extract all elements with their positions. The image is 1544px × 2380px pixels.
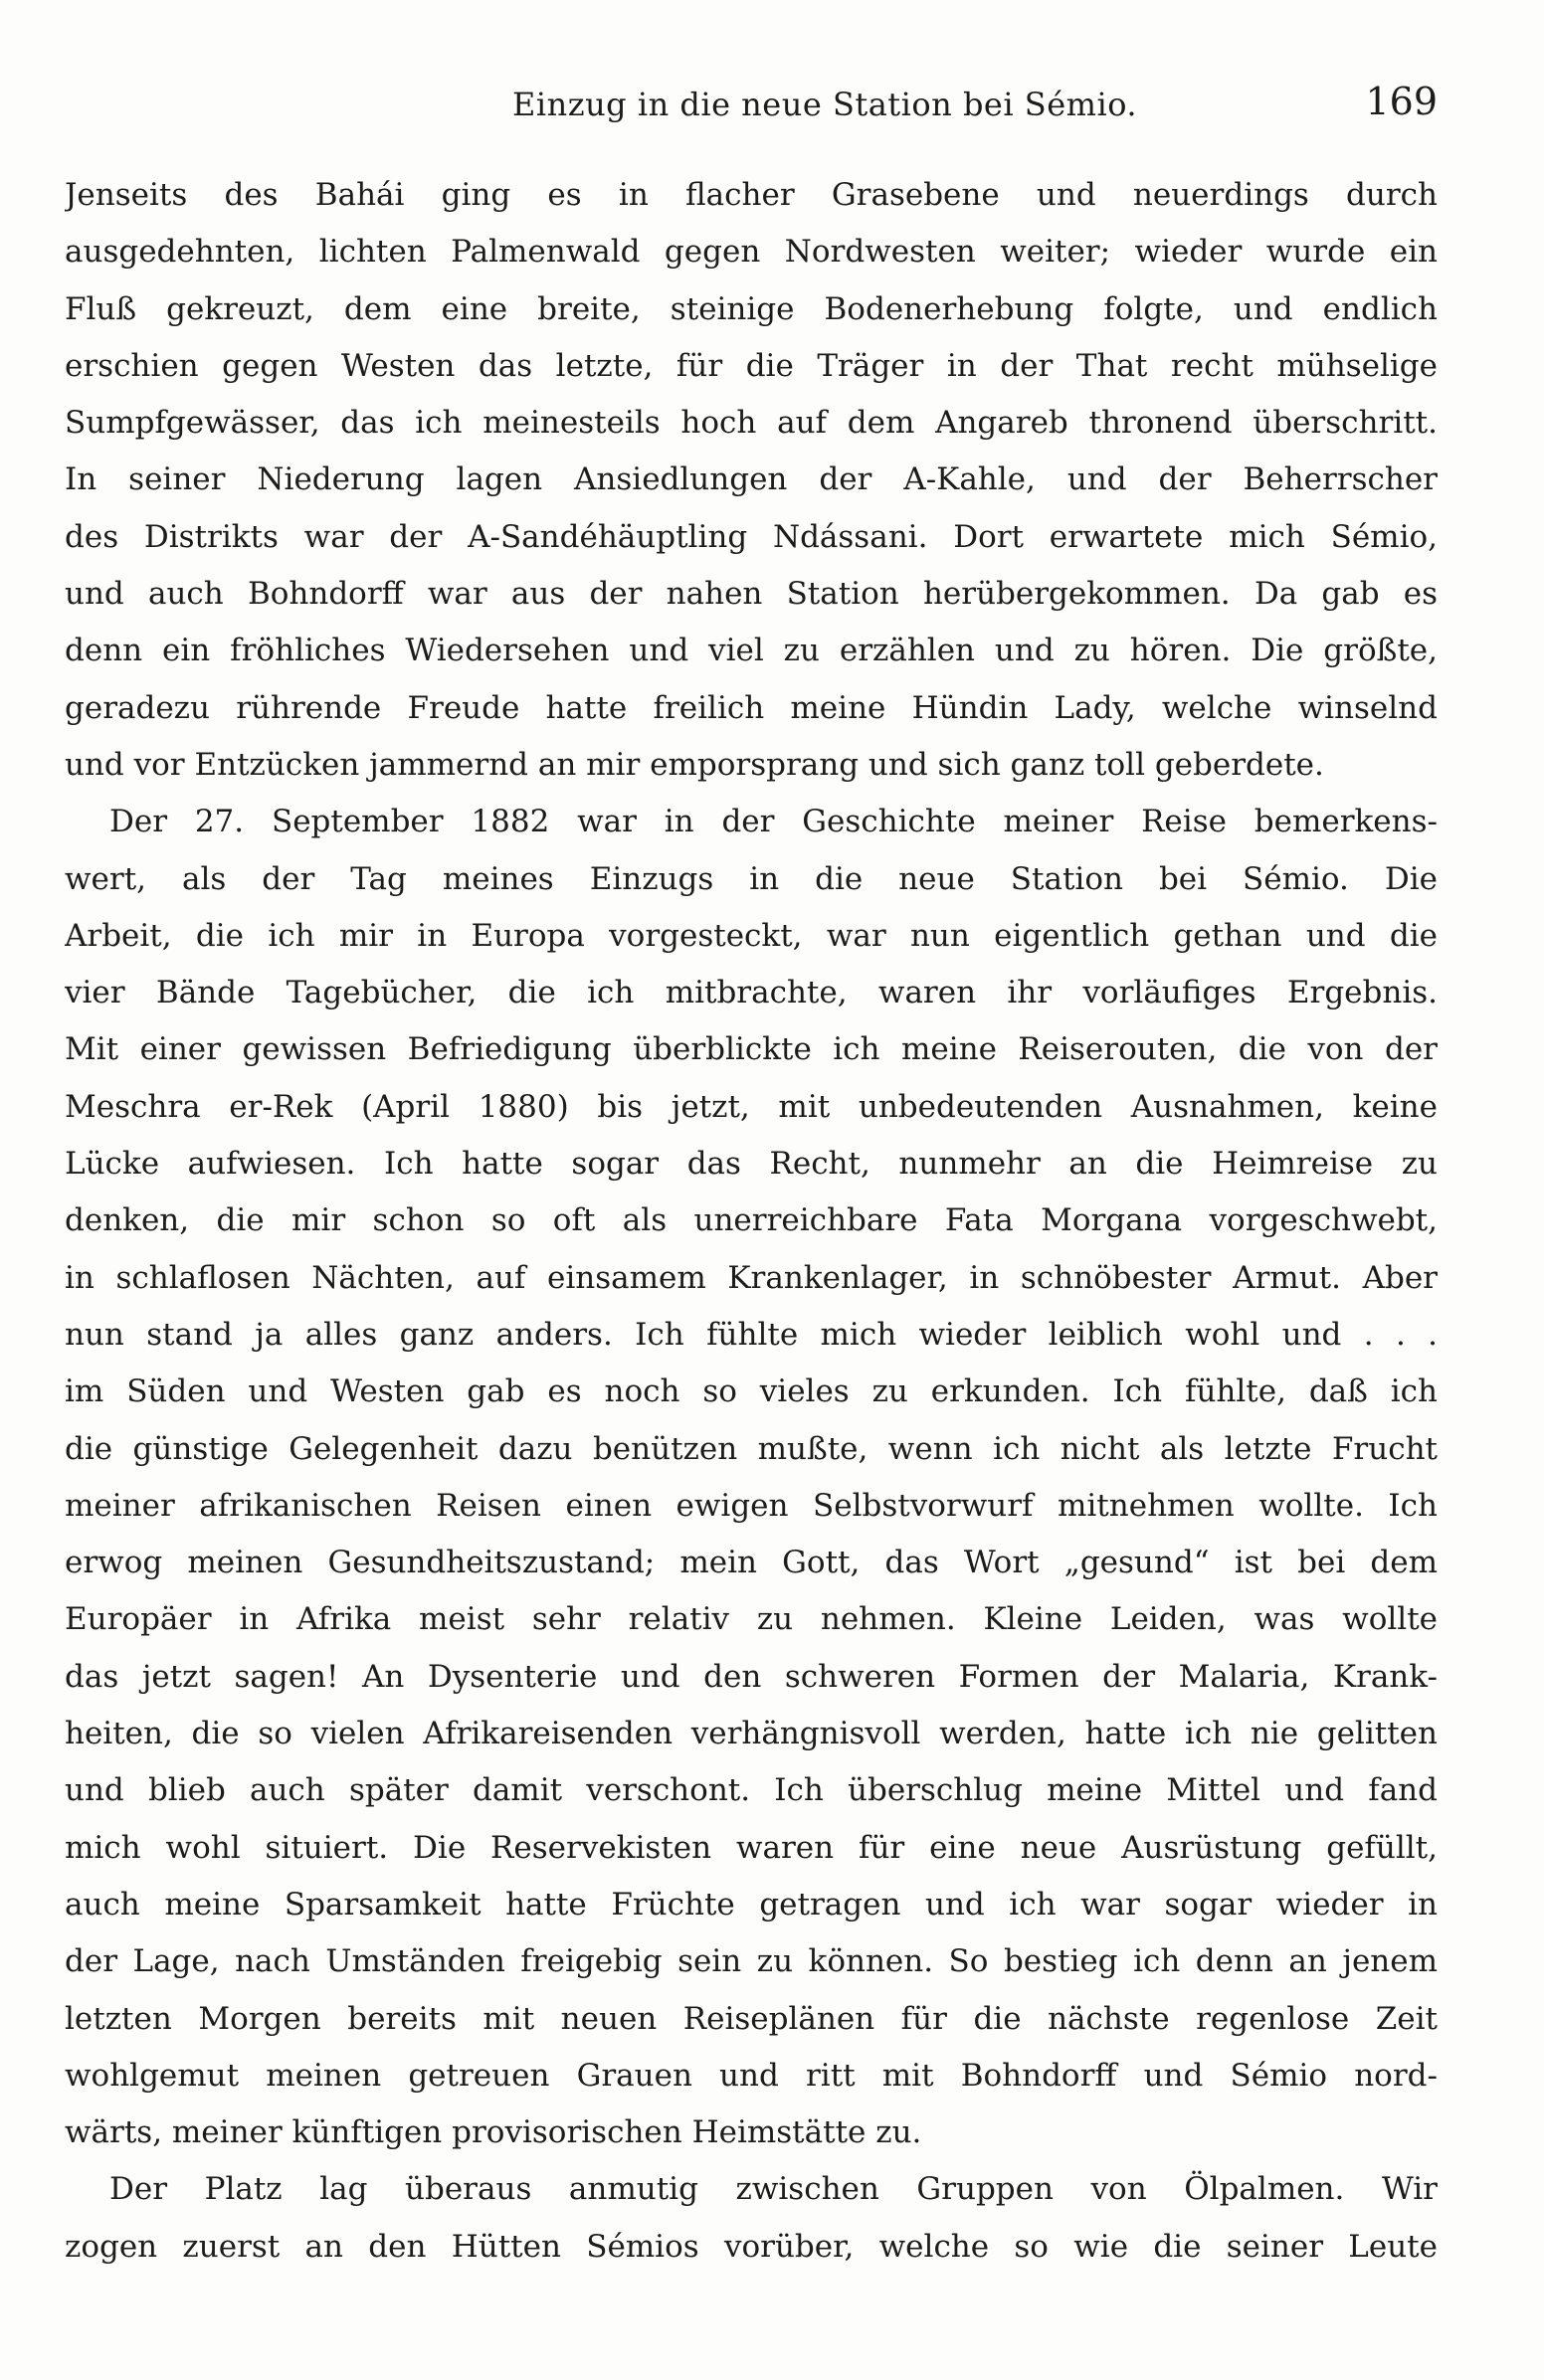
text-line: und blieb auch später damit verschont. Ich überschlug meine Mittel und fand	[65, 1772, 1438, 1809]
text-line: wert, als der Tag meines Einzugs in die neue Station bei Sémio. Die	[65, 860, 1438, 897]
text-line: Fluß gekreuzt, dem eine breite, steinige Bodenerhebung folgte, und endlich	[65, 290, 1438, 327]
text-line: ausgedehnten, lichten Palmenwald gegen Nordwesten weiter; wieder wurde ein	[65, 234, 1438, 271]
text-line: letzten Morgen bereits mit neuen Reiseplänen für die nächste regenlose Zeit	[65, 2000, 1438, 2037]
text-line: der Lage, nach Umständen freigebig sein zu können. So bestieg ich denn an jenem	[65, 1943, 1438, 1980]
page-number: 169	[1365, 80, 1438, 123]
body-text	[65, 167, 1438, 2276]
text-line: die günstige Gelegenheit dazu benützen mußte, wenn ich nicht als letzte Frucht	[65, 1430, 1438, 1467]
text-line: Sumpfgewässer, das ich meinesteils hoch auf dem Angareb thronend überschritt.	[65, 405, 1438, 442]
text-line: erwog meinen Gesundheitszustand; mein Gott, das Wort „gesund“ ist bei dem	[65, 1545, 1438, 1581]
text-line: in schlaflosen Nächten, auf einsamem Krankenlager, in schnöbester Armut. Aber	[65, 1259, 1438, 1296]
text-line: zogen zuerst an den Hütten Sémios vorüber, welche so wie die seiner Leute	[65, 2228, 1438, 2265]
text-line: auch meine Sparsamkeit hatte Früchte getragen und ich war sogar wieder in	[65, 1886, 1438, 1922]
text-line: Arbeit, die ich mir in Europa vorgesteckt, war nun eigentlich gethan und die	[65, 917, 1438, 954]
text-line: Der 27. September 1882 war in der Geschichte meiner Reise bemerkens-	[109, 804, 1438, 840]
text-line: im Süden und Westen gab es noch so vieles zu erkunden. Ich fühlte, daß ich	[65, 1373, 1438, 1410]
text-line: das jetzt sagen! An Dysenterie und den schweren Formen der Malaria, Krank-	[65, 1658, 1438, 1695]
text-line: mich wohl situiert. Die Reservekisten waren für eine neue Ausrüstung gefüllt,	[65, 1829, 1438, 1866]
text-line: und vor Entzücken jammernd an mir emporsprang und sich ganz toll geberdete.	[65, 746, 1324, 783]
text-line: und auch Bohndorff war aus der nahen Station herübergekommen. Da gab es	[65, 576, 1438, 613]
text-line: wärts, meiner künftigen provisorischen Heimstätte zu.	[65, 2114, 922, 2151]
text-line: heiten, die so vielen Afrikareisenden verhängnisvoll werden, hatte ich nie gelitten	[65, 1716, 1438, 1752]
text-line: denn ein fröhliches Wiedersehen und viel zu erzählen und zu hören. Die größte,	[65, 633, 1438, 669]
text-line: Der Platz lag überaus anmutig zwischen Gruppen von Ölpalmen. Wir	[109, 2171, 1438, 2208]
text-line: Lücke aufwiesen. Ich hatte sogar das Recht, nunmehr an die Heimreise zu	[65, 1146, 1438, 1183]
text-line: nun stand ja alles ganz anders. Ich fühlte mich wieder leiblich wohl und . . .	[65, 1316, 1438, 1353]
text-line: des Distrikts war der A-Sandéhäuptling Ndássani. Dort erwartete mich Sémio,	[65, 518, 1438, 555]
text-line: Meschra er-Rek (April 1880) bis jetzt, mit unbedeutenden Ausnahmen, keine	[65, 1088, 1438, 1125]
text-line: In seiner Niederung lagen Ansiedlungen der A-Kahle, und der Beherrscher	[65, 461, 1438, 498]
text-line: erschien gegen Westen das letzte, für die Träger in der That recht mühselige	[65, 347, 1438, 384]
running-title: Einzug in die neue Station bei Sémio.	[512, 86, 1138, 123]
text-line: denken, die mir schon so oft als unerreichbare Fata Morgana vorgeschwebt,	[65, 1202, 1438, 1239]
text-line: meiner afrikanischen Reisen einen ewigen Selbstvorwurf mitnehmen wollte. Ich	[65, 1487, 1438, 1524]
text-line: geradezu rührende Freude hatte freilich meine Hündin Lady, welche winselnd	[65, 689, 1438, 726]
text-line: vier Bände Tagebücher, die ich mitbrachte, waren ihr vorläufiges Ergebnis.	[65, 975, 1438, 1011]
text-line: Europäer in Afrika meist sehr relativ zu nehmen. Kleine Leiden, was wollte	[65, 1601, 1438, 1638]
text-line: wohlgemut meinen getreuen Grauen und ritt mit Bohndorff und Sémio nord-	[65, 2057, 1438, 2094]
page-header	[65, 80, 1438, 139]
text-line: Jenseits des Bahái ging es in flacher Grasebene und neuerdings durch	[65, 177, 1438, 213]
text-line: Mit einer gewissen Befriedigung überblickte ich meine Reiserouten, die von der	[65, 1031, 1438, 1068]
